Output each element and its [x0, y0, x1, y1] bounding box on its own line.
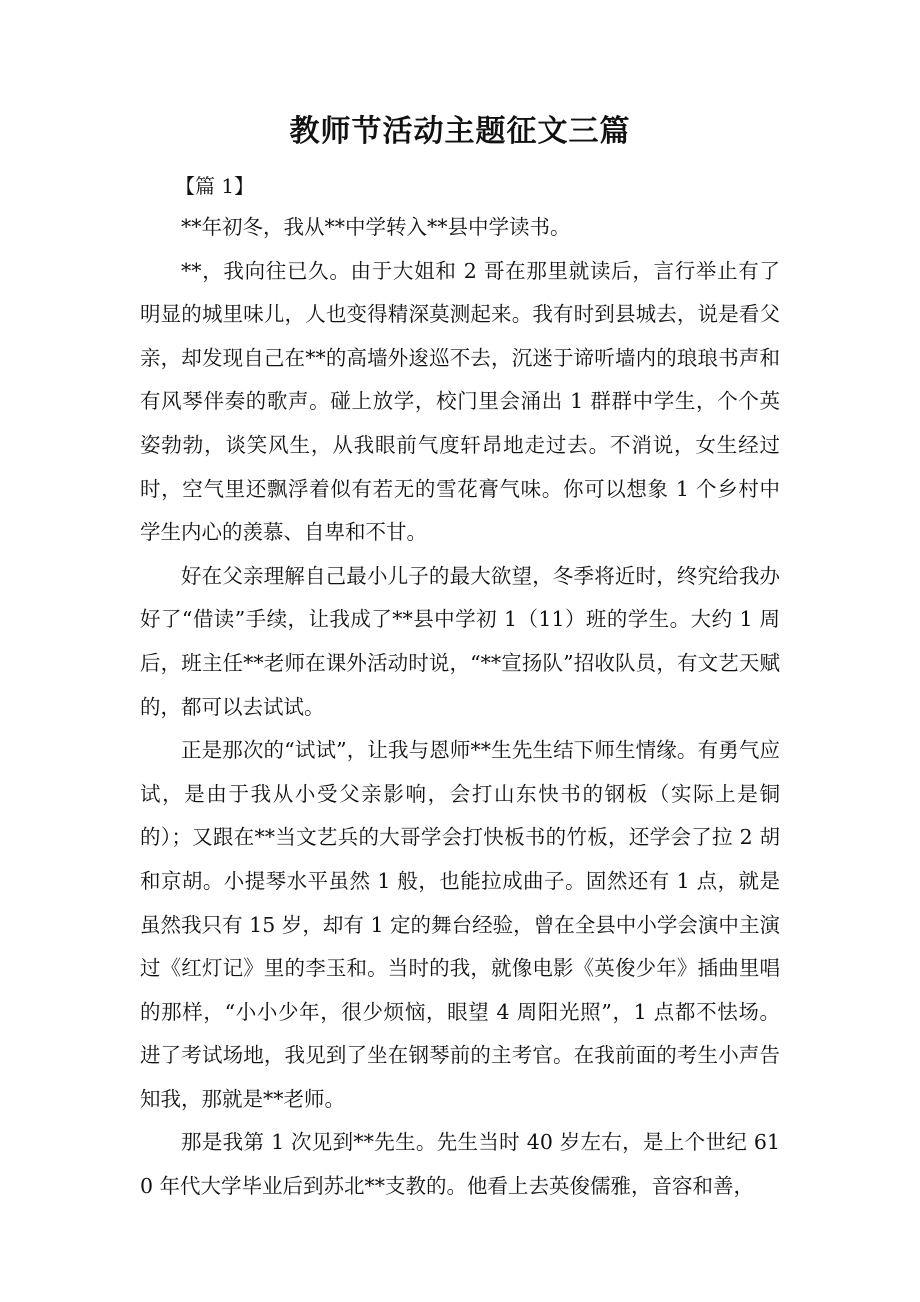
document-body — [140, 206, 780, 1209]
paragraph: **，我向往已久。由于大姐和 2 哥在那里就读后，言行举止有了明显的城里味儿，人也变得精深莫测起来。我有时到县城去，说是看父亲，却发现自己在**的高墙外逡巡不去，沉迷于谛听墙内的琅琅书声和有风琴伴奏的歌声。碰上放学，校门里会涌出 1 群群中学生，个个英姿勃勃，谈笑风生，从我眼前气度轩昂地走过去。不消说，女生经过时，空气里还飘浮着似有若无的雪花膏气味。你可以想象 1 个乡村中学生内心的羡慕、自卑和不甘。 — [140, 258, 780, 545]
paragraph: 好在父亲理解自己最小儿子的最大欲望，冬季将近时，终究给我办好了“借读”手续，让我成了**县中学初 1（11）班的学生。大约 1 周后，班主任**老师在课外活动时说，“**宣扬队”招收队员，有文艺天赋的，都可以去试试。 — [140, 563, 780, 719]
section-label: 【篇 1】 — [175, 174, 255, 198]
paragraph: 那是我第 1 次见到**先生。先生当时 40 岁左右，是上个世纪 610 年代大学毕业后到苏北**支教的。他看上去英俊儒雅，音容和善， — [140, 1130, 780, 1199]
paragraph: **年初冬，我从**中学转入**县中学读书。 — [181, 215, 571, 239]
paragraph: 正是那次的“试试”，让我与恩师**生先生结下师生情缘。有勇气应试，是由于我从小受父亲影响，会打山东快书的钢板（实际上是铜的）；又跟在**当文艺兵的大哥学会打快板书的竹板，还学会了拉 2 胡和京胡。小提琴水平虽然 1 般，也能拉成曲子。固然还有 1 点，就是虽然我只有 15 岁，却有 1 定的舞台经验，曾在全县中小学会演中主演过《红灯记》里的李玉和。当时的我，就像电影《英俊少年》插曲里唱的那样，“小小少年，很少烦恼，眼望 4 周阳光照”，1 点都不怯场。进了考试场地，我见到了坐在钢琴前的主考官。在我前面的考生小声告知我，那就是**老师。 — [140, 738, 780, 1111]
document-title: 教师节活动主题征文三篇 — [289, 114, 631, 149]
